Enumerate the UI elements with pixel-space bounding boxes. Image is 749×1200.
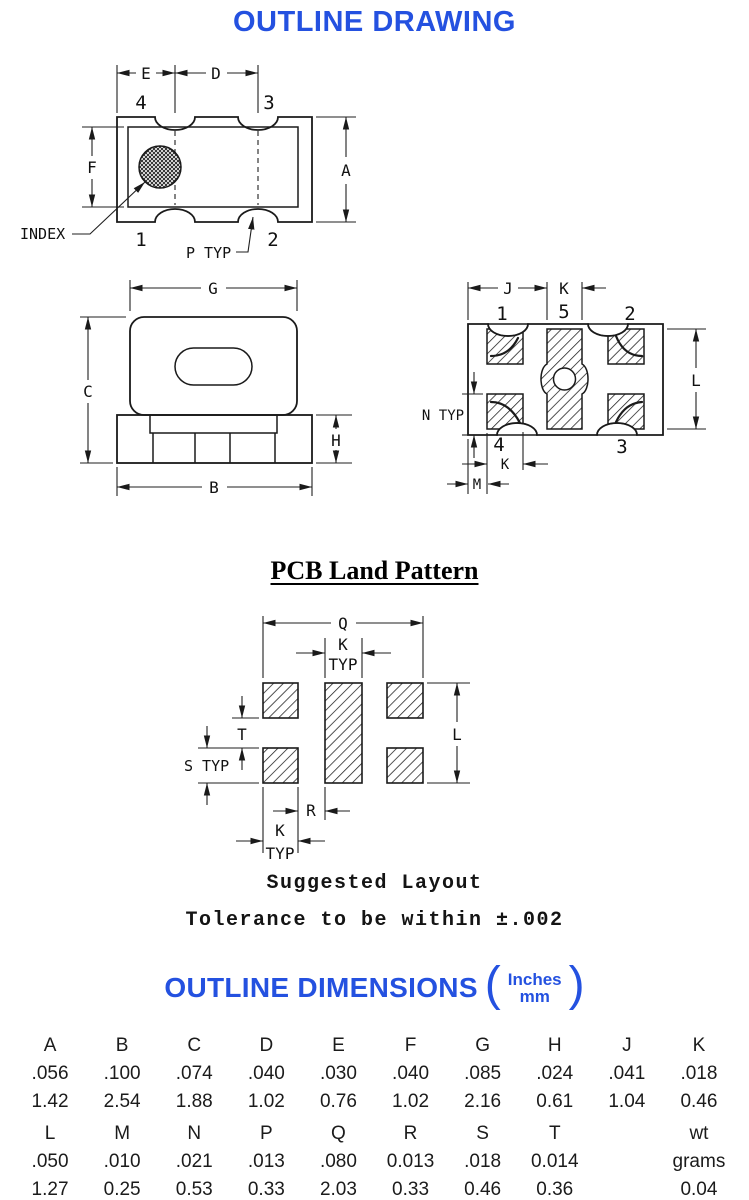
dim-mm: 1.42	[31, 1091, 69, 1112]
dim-inches: .021	[175, 1151, 213, 1172]
pin-number-2: 2	[624, 303, 636, 325]
pin-number-1: 1	[496, 303, 508, 325]
dim-letter: R	[403, 1123, 418, 1144]
dim-letter: M	[114, 1123, 131, 1144]
dim-inches: 0.013	[386, 1151, 435, 1172]
pin-number-3: 3	[616, 436, 628, 458]
pin-number-5: 5	[558, 301, 570, 323]
tolerance-caption: Tolerance to be within ±.002	[185, 909, 564, 932]
dim-mm: 0.61	[536, 1091, 574, 1112]
dim-letter: K	[692, 1035, 706, 1056]
dim-inches: .013	[247, 1151, 285, 1172]
dim-inches: .074	[175, 1063, 213, 1084]
pin-number-1: 1	[135, 229, 147, 251]
dim-inches: .041	[608, 1063, 646, 1084]
dim-label-l: L	[452, 725, 462, 744]
pin-number-4: 4	[135, 92, 147, 114]
dim-label-j: J	[503, 279, 513, 298]
dim-letter: S	[476, 1123, 489, 1144]
dim-letter: T	[548, 1123, 561, 1144]
dim-letter: E	[332, 1035, 345, 1056]
k-typ-bottom-typ: TYP	[265, 844, 295, 863]
dim-inches: .100	[103, 1063, 141, 1084]
dim-mm: 0.46	[680, 1091, 718, 1112]
dim-label-a: A	[341, 161, 351, 180]
dimensions-table-row-1	[14, 1032, 735, 1116]
dim-letter: C	[187, 1035, 202, 1056]
dim-label-c: C	[83, 382, 93, 401]
dim-mm: 2.16	[464, 1091, 502, 1112]
dim-label-l: L	[691, 371, 701, 390]
dim-letter: N	[187, 1123, 202, 1144]
dim-mm: 1.27	[31, 1179, 69, 1200]
dimension-c	[80, 317, 126, 463]
n-typ-label: N TYP	[421, 408, 465, 424]
land-pattern-drawing	[180, 608, 500, 868]
dim-label-r: R	[306, 801, 316, 820]
dimensions-heading-text: OUTLINE DIMENSIONS	[164, 972, 478, 1004]
dim-label-k-bottom: K	[500, 457, 510, 473]
k-typ-bottom-k: K	[275, 821, 285, 840]
dim-inches: grams	[672, 1151, 726, 1172]
suggested-layout-caption: Suggested Layout	[266, 872, 483, 895]
dim-inches: .050	[31, 1151, 69, 1172]
dim-label-b: B	[209, 478, 219, 497]
pin-number-2: 2	[267, 229, 279, 251]
k-typ-top-k: K	[338, 635, 348, 654]
dim-label-q: Q	[338, 614, 348, 633]
dim-label-h: H	[331, 431, 341, 450]
dim-letter: wt	[689, 1123, 709, 1144]
dim-inches: .040	[392, 1063, 430, 1084]
dimension-a	[316, 117, 356, 222]
dimension-s-typ	[184, 726, 259, 805]
dimension-h	[316, 415, 352, 463]
component-body-top-view	[117, 117, 312, 222]
index-callout	[20, 182, 145, 243]
dim-mm	[591, 1176, 663, 1200]
dim-mm: 0.36	[536, 1179, 574, 1200]
p-typ-label: P TYP	[186, 244, 232, 262]
bottom-view-drawing	[420, 272, 740, 507]
front-view-drawing	[60, 270, 360, 505]
dim-inches: .018	[464, 1151, 502, 1172]
pin-number-4: 4	[493, 434, 505, 456]
terminal-pads	[487, 324, 644, 435]
dim-mm: 2.54	[103, 1091, 141, 1112]
units-fraction	[508, 971, 562, 1007]
land-pads	[263, 683, 423, 783]
dim-label-t: T	[237, 725, 247, 744]
dim-label-d: D	[211, 64, 221, 83]
dim-mm: 0.04	[680, 1179, 718, 1200]
dim-label-m: M	[472, 477, 482, 493]
dim-inches: .010	[103, 1151, 141, 1172]
dimension-g	[130, 279, 297, 311]
dimensions-heading	[0, 958, 749, 1011]
dimension-n-typ	[422, 372, 483, 458]
index-dot	[139, 146, 181, 188]
dim-inches: .040	[247, 1063, 285, 1084]
dim-label-g: G	[208, 279, 218, 298]
dimension-l	[667, 329, 706, 429]
dimension-b	[117, 467, 312, 497]
dim-inches	[591, 1148, 663, 1176]
dim-mm: 0.46	[464, 1179, 502, 1200]
units-mm: mm	[519, 987, 550, 1007]
dim-mm: 1.02	[247, 1091, 285, 1112]
dimension-k-bottom	[462, 432, 548, 473]
dim-mm: 0.25	[103, 1179, 141, 1200]
dimension-d	[175, 64, 258, 113]
component-body-front-view	[117, 317, 312, 463]
k-typ-top-typ: TYP	[328, 655, 358, 674]
open-paren: (	[484, 958, 501, 1011]
pin-number-3: 3	[263, 92, 275, 114]
dim-mm: 0.53	[175, 1179, 213, 1200]
top-view-drawing	[20, 55, 380, 270]
dim-letter	[591, 1120, 663, 1148]
land-pattern-heading: PCB Land Pattern	[270, 556, 479, 585]
dim-inches: .085	[464, 1063, 502, 1084]
dim-letter: Q	[331, 1123, 346, 1144]
dim-mm: 2.03	[319, 1179, 357, 1200]
dimension-l	[427, 683, 470, 783]
dim-inches: .030	[319, 1063, 357, 1084]
dim-inches: .080	[319, 1151, 357, 1172]
dim-mm: 0.33	[392, 1179, 430, 1200]
dim-letter: H	[547, 1035, 562, 1056]
dim-inches: .024	[536, 1063, 574, 1084]
dimension-k-typ-top	[296, 635, 391, 678]
dim-inches: .018	[680, 1063, 718, 1084]
dim-letter: B	[115, 1035, 129, 1056]
dim-mm: 1.02	[392, 1091, 430, 1112]
dimension-k-typ-bottom	[236, 787, 325, 863]
dim-letter: A	[43, 1035, 57, 1056]
page-title: OUTLINE DRAWING	[233, 6, 516, 38]
dim-letter: F	[404, 1035, 417, 1056]
units-inches: Inches	[507, 969, 562, 989]
dim-letter: P	[260, 1123, 273, 1144]
s-typ-label: S TYP	[184, 757, 230, 775]
dim-label-e: E	[141, 64, 151, 83]
dim-inches: .056	[31, 1063, 69, 1084]
dim-mm: 0.33	[247, 1179, 285, 1200]
dim-letter: G	[475, 1035, 491, 1056]
dim-mm: 1.88	[175, 1091, 213, 1112]
dim-mm: 0.76	[319, 1091, 357, 1112]
dim-inches: 0.014	[530, 1151, 579, 1172]
dim-letter: D	[259, 1035, 274, 1056]
dimensions-table-row-2	[14, 1120, 735, 1200]
index-label: INDEX	[20, 225, 66, 243]
dim-label-f: F	[87, 158, 97, 177]
dim-label-k-top: K	[559, 279, 569, 298]
dim-letter: L	[44, 1123, 56, 1144]
dim-mm: 1.04	[608, 1091, 646, 1112]
p-typ-callout	[186, 217, 253, 262]
dim-letter: J	[622, 1035, 632, 1056]
close-paren: )	[568, 958, 585, 1011]
